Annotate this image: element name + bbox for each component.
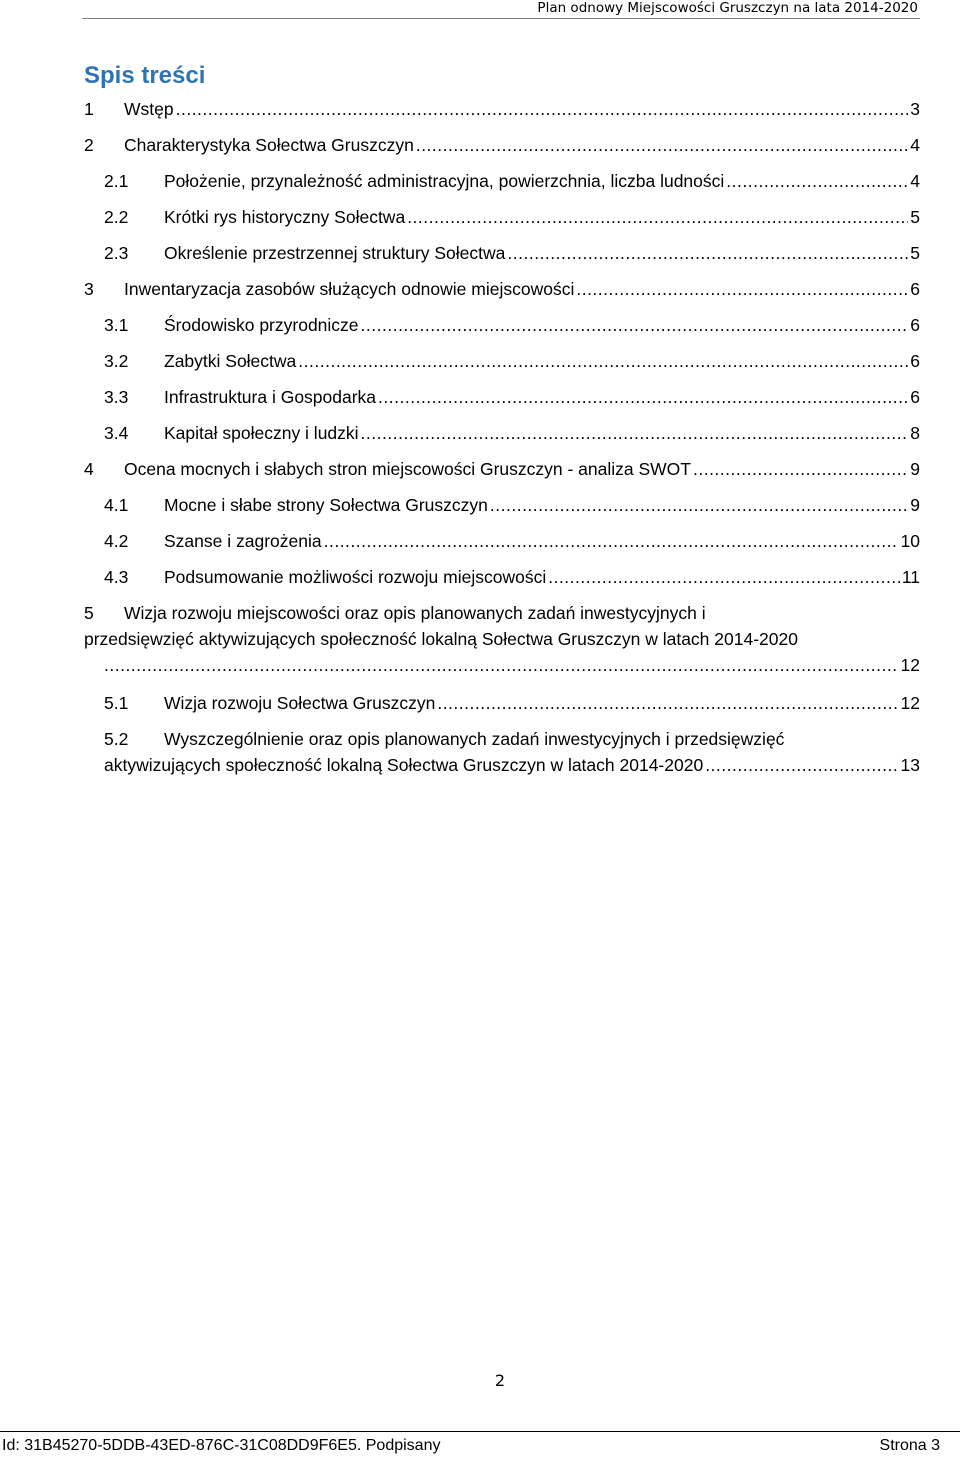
toc-entry-number: 2 (84, 135, 94, 155)
toc-entry-label: Charakterystyka Sołectwa Gruszczyn (124, 135, 414, 155)
toc-entry-label: Zabytki Sołectwa (164, 351, 297, 371)
toc-entry-number: 2.3 (104, 243, 129, 263)
toc-leader-dots (726, 168, 908, 194)
toc-entry-page: 8 (910, 423, 920, 443)
toc-entry-5[interactable] (84, 600, 920, 678)
toc-entry-label: Położenie, przynależność administracyjna, powierzchnia, liczba ludności (164, 171, 725, 191)
toc-entry-page: 6 (910, 315, 920, 335)
toc-leader-dots (378, 384, 908, 410)
toc-entry-label: Mocne i słabe strony Sołectwa Gruszczyn (164, 495, 488, 515)
toc-leader-dots (507, 240, 908, 266)
toc-entry-page: 5 (910, 207, 920, 227)
toc-entry-page: 11 (901, 567, 920, 587)
toc-leader-dots (361, 312, 909, 338)
toc-leader-dots (576, 276, 908, 302)
toc-entry-label: Wizja rozwoju Sołectwa Gruszczyn (164, 693, 436, 713)
toc-entry-page: 6 (910, 387, 920, 407)
toc-entry-page: 12 (900, 693, 920, 713)
footer-rule (0, 1431, 960, 1432)
toc-entry-page: 3 (910, 99, 920, 119)
toc-entry-2-3[interactable] (104, 240, 920, 266)
toc-entry-number: 5.1 (104, 693, 129, 713)
toc-entry-number: 3 (84, 279, 94, 299)
toc-leader-dots (104, 652, 899, 678)
toc-leader-dots (176, 96, 909, 122)
toc-entry-page: 9 (910, 459, 920, 479)
toc-entry-number: 5.2 (104, 729, 129, 749)
running-header: Plan odnowy Miejscowości Gruszczyn na lata 2014-2020 (537, 0, 918, 16)
toc-entry-number: 2.2 (104, 207, 129, 227)
toc-leader-dots (693, 456, 908, 482)
toc-entry-5-1[interactable] (104, 690, 920, 716)
toc-entry-4[interactable] (84, 456, 920, 482)
toc-entry-5-2[interactable] (104, 726, 920, 778)
footer-signature-id: Id: 31B45270-5DDB-43ED-876C-31C08DD9F6E5. Podpisany (2, 1437, 441, 1454)
toc-entry-number: 3.3 (104, 387, 129, 407)
toc-entry-label: Wstęp (124, 99, 174, 119)
toc-entry-number: 4.3 (104, 567, 129, 587)
toc-entry-number: 3.2 (104, 351, 129, 371)
toc-entry-3-2[interactable] (104, 348, 920, 374)
toc-entry-2-2[interactable] (104, 204, 920, 230)
toc-entry-number: 1 (84, 99, 94, 119)
toc-entry-label: Wizja rozwoju miejscowości oraz opis planowanych zadań inwestycyjnych i (124, 603, 706, 623)
toc-entry-3-1[interactable] (104, 312, 920, 338)
toc-entry-label: Środowisko przyrodnicze (164, 315, 359, 335)
toc-entry-label: Ocena mocnych i słabych stron miejscowości Gruszczyn - analiza SWOT (124, 459, 691, 479)
header-rule (82, 18, 920, 19)
toc-entry-page: 4 (910, 171, 920, 191)
toc-entry-label: Wyszczególnienie oraz opis planowanych zadań inwestycyjnych i przedsięwzięć (164, 729, 785, 749)
toc-entry-page: 13 (900, 755, 920, 775)
toc-entry-number: 5 (84, 603, 94, 623)
toc-leader-dots (416, 132, 908, 158)
toc-entry-3-4[interactable] (104, 420, 920, 446)
footer-page-label: Strona 3 (879, 1437, 940, 1454)
toc-entry-number: 3.1 (104, 315, 129, 335)
toc-entry-page: 9 (910, 495, 920, 515)
toc-entry-label: Podsumowanie możliwości rozwoju miejscowości (164, 567, 547, 587)
toc-leader-dots (490, 492, 908, 518)
toc-entry-1[interactable] (84, 96, 920, 122)
toc-leader-dots (437, 690, 898, 716)
toc-entry-page: 4 (910, 135, 920, 155)
toc-entry-4-3[interactable] (104, 564, 920, 590)
toc-entry-4-1[interactable] (104, 492, 920, 518)
toc-leader-dots (407, 204, 908, 230)
toc-entry-page: 12 (900, 655, 920, 675)
toc-entry-label: Infrastruktura i Gospodarka (164, 387, 377, 407)
toc-entry-number: 2.1 (104, 171, 129, 191)
toc-entry-label: Określenie przestrzennej struktury Sołectwa (164, 243, 506, 263)
toc-entry-number: 4.1 (104, 495, 129, 515)
toc-entry-number: 3.4 (104, 423, 129, 443)
toc-entry-label: Szanse i zagrożenia (164, 531, 322, 551)
toc-entry-2-1[interactable] (104, 168, 920, 194)
toc-entry-label: Kapitał społeczny i ludzki (164, 423, 359, 443)
toc-leader-dots (298, 348, 908, 374)
toc-entry-page: 5 (910, 243, 920, 263)
toc-entry-4-2[interactable] (104, 528, 920, 554)
toc-leader-dots (324, 528, 899, 554)
toc-entry-2[interactable] (84, 132, 920, 158)
toc-entry-3[interactable] (84, 276, 920, 302)
toc-entry-number: 4.2 (104, 531, 129, 551)
toc-leader-dots (361, 420, 909, 446)
toc-entry-label: Inwentaryzacja zasobów służących odnowie miejscowości (124, 279, 575, 299)
toc-entry-3-3[interactable] (104, 384, 920, 410)
toc-entry-page: 10 (900, 531, 920, 551)
toc-entry-number: 4 (84, 459, 94, 479)
toc-entry-page: 6 (910, 351, 920, 371)
page-number: 2 (494, 1371, 506, 1390)
toc-leader-dots (705, 752, 898, 778)
toc-entry-label: przedsięwzięć aktywizujących społeczność lokalną Sołectwa Gruszczyn w latach 2014-2020 (84, 629, 798, 649)
toc-entry-label: aktywizujących społeczność lokalną Sołectwa Gruszczyn w latach 2014-2020 (104, 755, 704, 775)
toc-entry-label: Krótki rys historyczny Sołectwa (164, 207, 406, 227)
toc-leader-dots (548, 564, 900, 590)
toc-entry-page: 6 (910, 279, 920, 299)
toc-title: Spis treści (84, 62, 206, 89)
